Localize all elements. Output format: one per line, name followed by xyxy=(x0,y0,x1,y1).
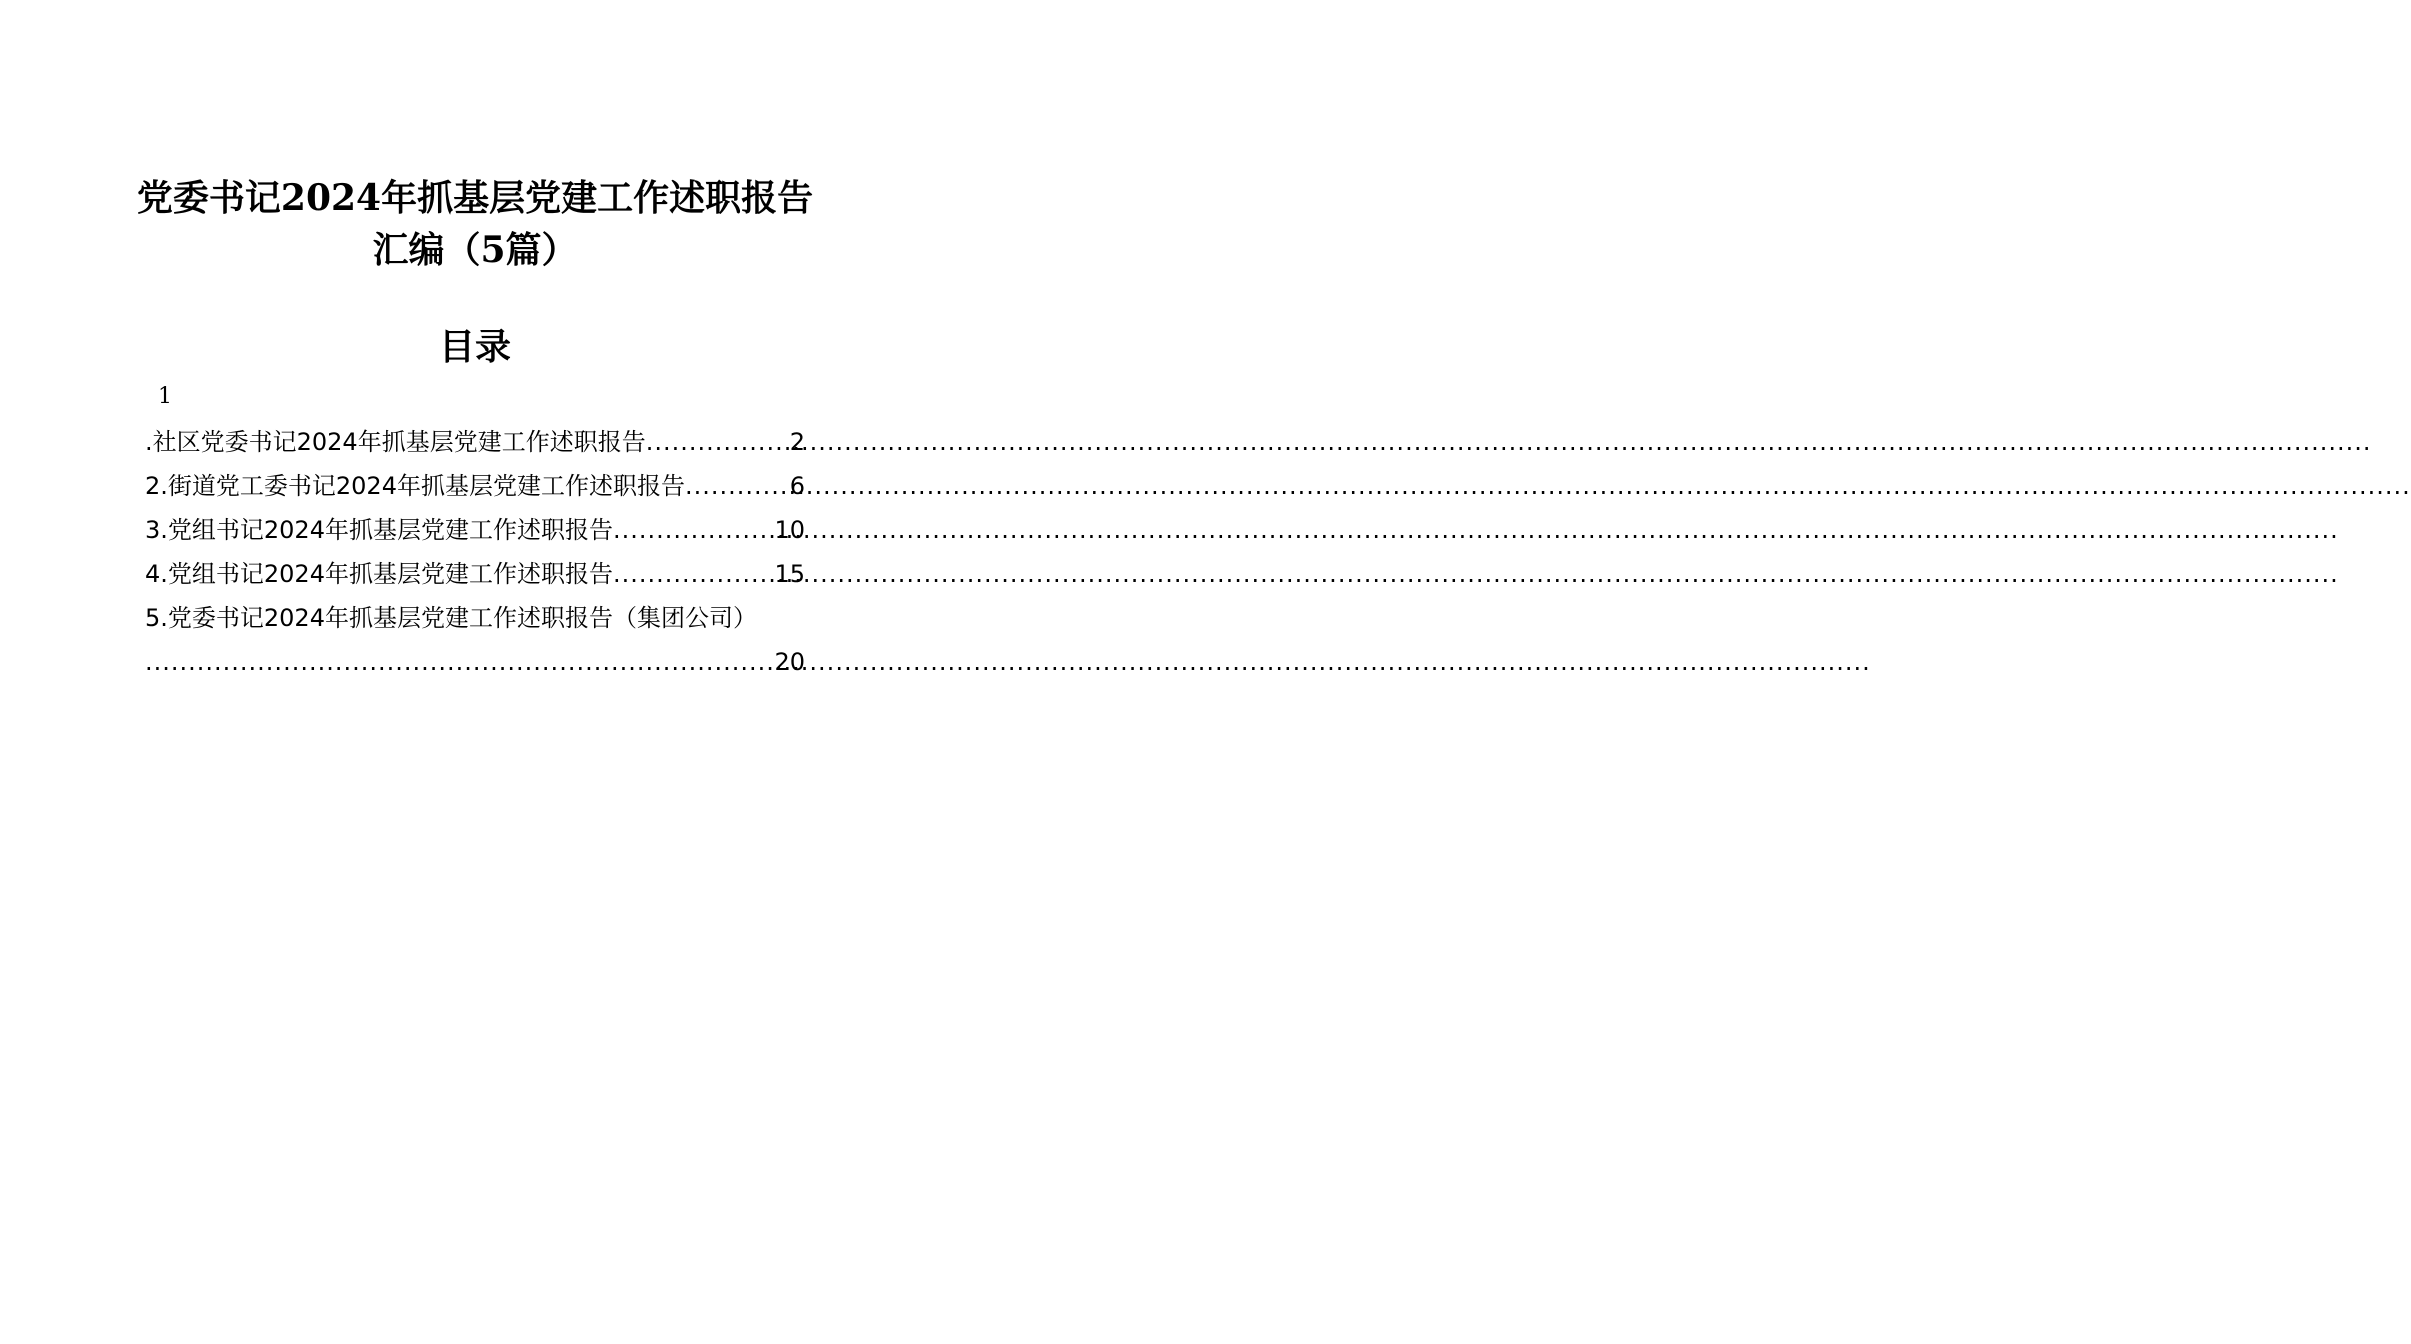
toc-entry-page: 20 xyxy=(774,648,805,676)
document-title-line1: 党委书记2024年抓基层党建工作述职报告 xyxy=(136,177,814,219)
toc-entry[interactable] xyxy=(145,596,805,640)
toc-entry[interactable] xyxy=(145,552,805,596)
table-of-contents xyxy=(145,420,805,684)
toc-heading: 目录 xyxy=(438,326,511,368)
toc-entry[interactable] xyxy=(145,464,805,508)
toc-entry-label: 2.街道党工委书记2024年抓基层党建工作述职报告 xyxy=(145,472,685,500)
toc-entry-leader xyxy=(613,508,774,552)
toc-entry-label: .社区党委书记2024年抓基层党建工作述职报告 xyxy=(145,428,646,456)
toc-entry-page: 2 xyxy=(789,428,805,456)
toc-entry-leader xyxy=(613,552,774,596)
toc-entry[interactable] xyxy=(145,420,805,464)
toc-entry-label: 3.党组书记2024年抓基层党建工作述职报告 xyxy=(145,516,613,544)
toc-entry-continuation[interactable] xyxy=(145,640,805,684)
toc-entry-leader xyxy=(646,420,790,464)
toc-entry-page: 15 xyxy=(774,560,805,588)
document-title-line2: 汇编（5篇） xyxy=(372,229,578,271)
toc-entry-leader xyxy=(145,640,774,684)
toc-entry-page: 6 xyxy=(789,472,805,500)
toc-entry-label: 5.党委书记2024年抓基层党建工作述职报告（集团公司） xyxy=(145,604,757,632)
toc-entry-leader xyxy=(685,464,790,508)
document-page xyxy=(0,0,950,1344)
toc-entry[interactable] xyxy=(145,508,805,552)
toc-entry-label: 4.党组书记2024年抓基层党建工作述职报告 xyxy=(145,560,613,588)
toc-entry-page: 10 xyxy=(774,516,805,544)
toc-stray-number: 1 xyxy=(158,384,172,409)
